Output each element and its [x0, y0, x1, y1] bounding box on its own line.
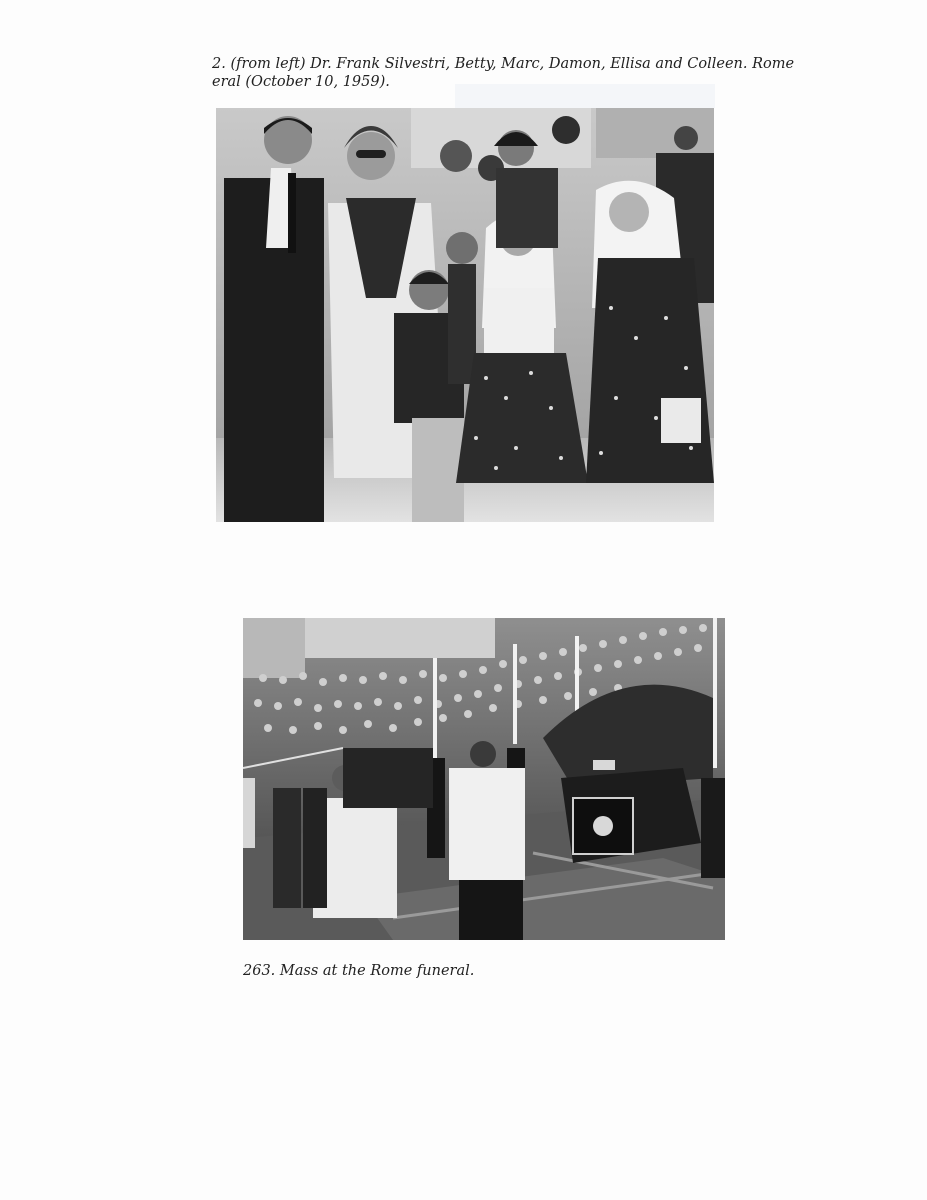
- family-procession-image: [216, 108, 714, 522]
- bottom-photo-caption: 263. Mass at the Rome funeral.: [243, 963, 475, 979]
- funeral-mass-image: [243, 618, 725, 940]
- show-through-patch: [455, 84, 715, 108]
- family-procession-photo: [216, 108, 714, 522]
- funeral-mass-photo: [243, 618, 725, 940]
- top-caption-line-1: 2. (from left) Dr. Frank Silvestri, Betty, Marc, Damon, Ellisa and Colleen. Rome: [212, 56, 795, 72]
- top-caption-line-2: eral (October 10, 1959).: [212, 74, 390, 90]
